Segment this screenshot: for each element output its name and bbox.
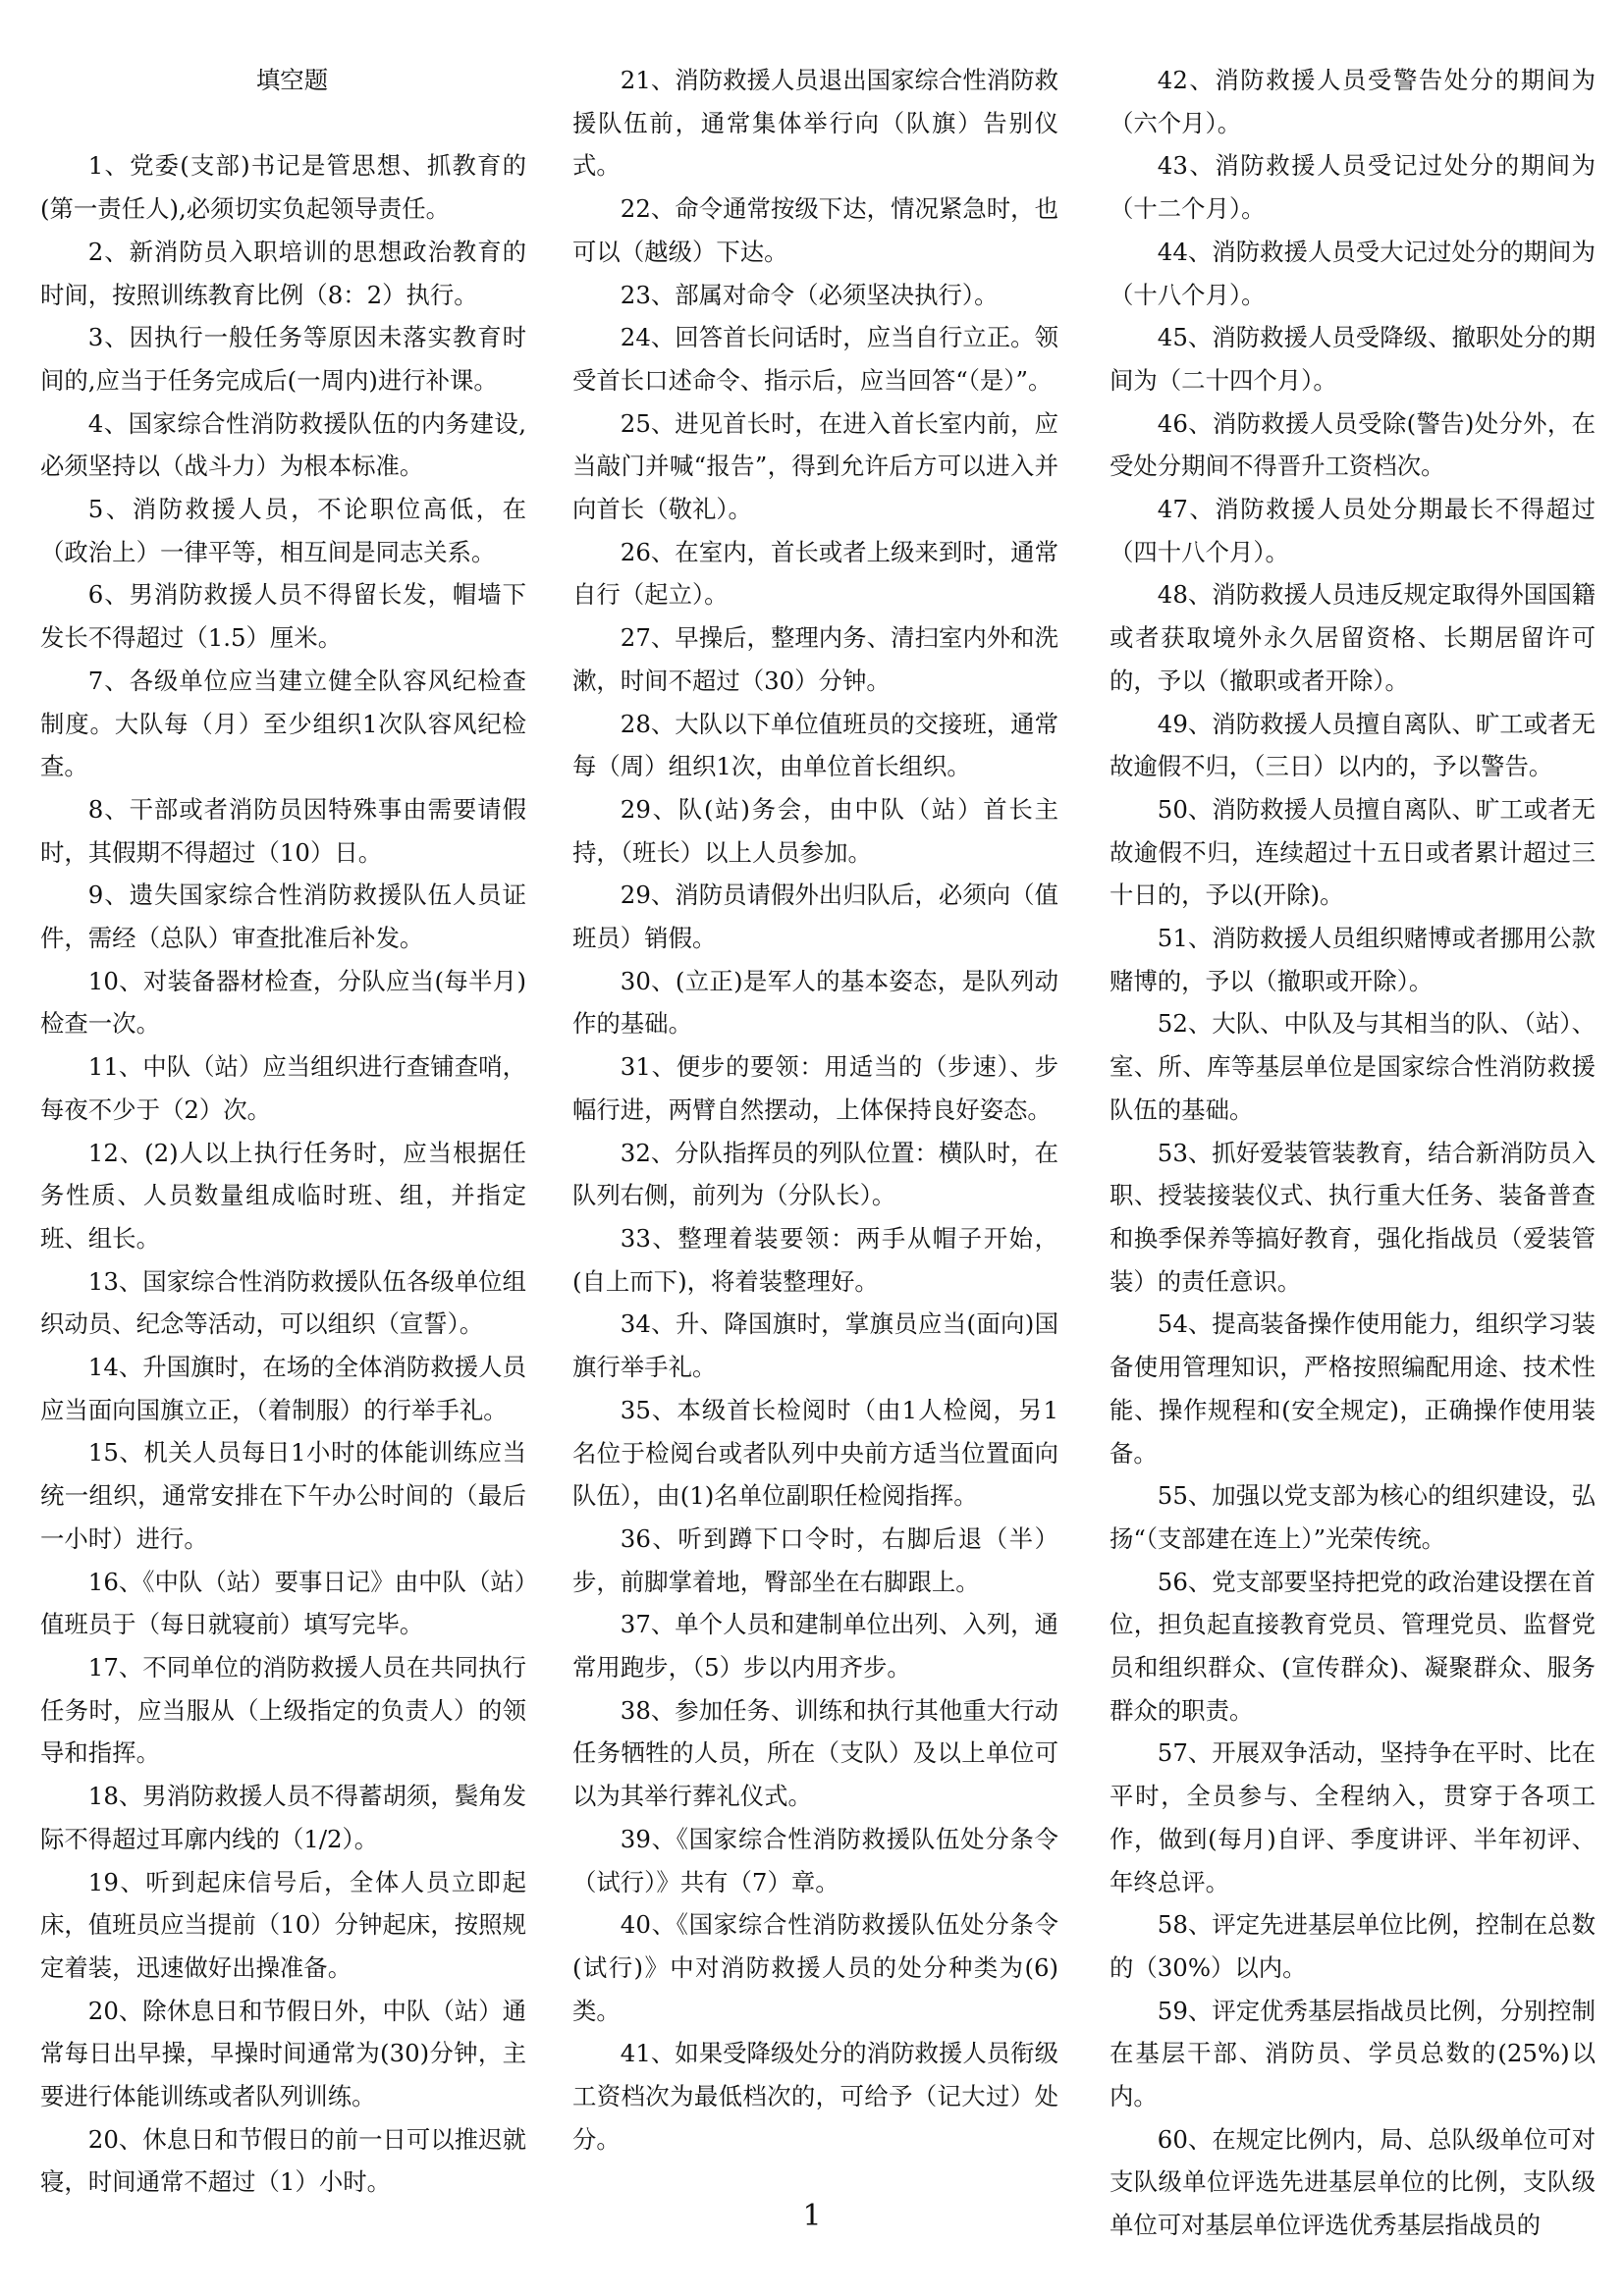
list-item: 39、《国家综合性消防救援队伍处分条令（试行）》共有（7）章。 bbox=[572, 1824, 1058, 1896]
list-item: 52、大队、中队及与其相当的队、（站）、室、所、库等基层单位是国家综合性消防救援队伍的基础。 bbox=[1110, 1009, 1596, 1124]
list-item: 46、消防救援人员受除(警告)处分外，在受处分期间不得晋升工资档次。 bbox=[1110, 408, 1596, 481]
list-item: 40、《国家综合性消防救援队伍处分条令(试行)》中对消防救援人员的处分种类为(6)类。 bbox=[572, 1910, 1058, 2025]
list-item: 14、升国旗时，在场的全体消防救援人员应当面向国旗立正，（着制服）的行举手礼。 bbox=[40, 1353, 526, 1424]
list-item: 38、参加任务、训练和执行其他重大行动任务牺牲的人员，所在（支队）及以上单位可以为其举行葬礼仪式。 bbox=[572, 1695, 1058, 1811]
list-item: 10、对装备器材检查，分队应当(每半月)检查一次。 bbox=[40, 966, 526, 1039]
column-right bbox=[1110, 59, 1596, 2247]
list-item: 53、抓好爱装管装教育，结合新消防员入职、授装接装仪式、执行重大任务、装备普查和换季保养等搞好教育，强化指战员（爱装管装）的责任意识。 bbox=[1110, 1138, 1596, 1296]
list-item: 21、消防救援人员退出国家综合性消防救援队伍前，通常集体举行向（队旗）告别仪式。 bbox=[572, 66, 1058, 181]
list-item: 28、大队以下单位值班员的交接班，通常每（周）组织1次，由单位首长组织。 bbox=[572, 709, 1058, 781]
list-item: 48、消防救援人员违反规定取得外国国籍或者获取境外永久居留资格、长期居留许可的，予以（撤职或者开除）。 bbox=[1110, 580, 1596, 695]
list-item: 15、机关人员每日1小时的体能训练应当统一组织，通常安排在下午办公时间的（最后一小时）进行。 bbox=[40, 1438, 526, 1553]
list-item: 31、便步的要领：用适当的（步速）、步幅行进，两臂自然摆动，上体保持良好姿态。 bbox=[572, 1052, 1058, 1124]
list-item: 55、加强以党支部为核心的组织建设，弘扬“（支部建在连上）”光荣传统。 bbox=[1110, 1481, 1596, 1553]
list-item: 19、听到起床信号后，全体人员立即起床，值班员应当提前（10）分钟起床，按照规定着装，迅速做好出操准备。 bbox=[40, 1867, 526, 1982]
column-left bbox=[40, 59, 526, 2204]
list-item: 50、消防救援人员擅自离队、旷工或者无故逾假不归，连续超过十五日或者累计超过三十日的，予以(开除)。 bbox=[1110, 794, 1596, 910]
list-item: 23、部属对命令（必须坚决执行）。 bbox=[620, 280, 999, 309]
page-title: 填空题 bbox=[255, 66, 329, 94]
list-item: 43、消防救援人员受记过处分的期间为（十二个月）。 bbox=[1110, 151, 1596, 224]
list-item: 20、除休息日和节假日外，中队（站）通常每日出早操，早操时间通常为(30)分钟，主要进行体能训练或者队列训练。 bbox=[40, 1996, 526, 2111]
list-item: 27、早操后，整理内务、清扫室内外和洗漱，时间不超过（30）分钟。 bbox=[572, 623, 1058, 695]
list-item: 44、消防救援人员受大记过处分的期间为（十八个月）。 bbox=[1110, 237, 1596, 309]
list-item: 59、评定优秀基层指战员比例，分别控制在基层干部、消防员、学员总数的(25%)以内。 bbox=[1110, 1996, 1596, 2111]
list-item: 56、党支部要坚持把党的政治建设摆在首位，担负起直接教育党员、管理党员、监督党员和组织群众、(宣传群众)、凝聚群众、服务群众的职责。 bbox=[1110, 1567, 1596, 1725]
list-item: 49、消防救援人员擅自离队、旷工或者无故逾假不归，（三日）以内的，予以警告。 bbox=[1110, 709, 1596, 781]
list-item: 16、《中队（站）要事日记》由中队（站）值班员于（每日就寝前）填写完毕。 bbox=[40, 1567, 526, 1639]
list-item: 20、休息日和节假日的前一日可以推迟就寝，时间通常不超过（1）小时。 bbox=[40, 2124, 526, 2197]
list-item: 13、国家综合性消防救援队伍各级单位组织动员、纪念等活动，可以组织（宣誓）。 bbox=[40, 1266, 526, 1339]
list-item: 29、消防员请假外出归队后，必须向（值班员）销假。 bbox=[572, 881, 1058, 953]
list-item: 51、消防救援人员组织赌博或者挪用公款赌博的，予以（撤职或开除）。 bbox=[1110, 924, 1596, 995]
list-item: 33、整理着装要领：两手从帽子开始，(自上而下)，将着装整理好。 bbox=[572, 1223, 1058, 1296]
list-item: 18、男消防救援人员不得蓄胡须，鬓角发际不得超过耳廓内线的（1/2）。 bbox=[40, 1782, 526, 1853]
list-item: 2、新消防员入职培训的思想政治教育的时间，按照训练教育比例（8：2）执行。 bbox=[40, 237, 526, 309]
list-item: 7、各级单位应当建立健全队容风纪检查制度。大队每（月）至少组织1次队容风纪检查。 bbox=[40, 666, 526, 781]
list-item: 8、干部或者消防员因特殊事由需要请假时，其假期不得超过（10）日。 bbox=[40, 794, 526, 867]
list-item: 58、评定先进基层单位比例，控制在总数的（30%）以内。 bbox=[1110, 1910, 1596, 1982]
list-item: 11、中队（站）应当组织进行查铺查哨，每夜不少于（2）次。 bbox=[40, 1052, 526, 1124]
list-item: 6、男消防救援人员不得留长发，帽墙下发长不得超过（1.5）厘米。 bbox=[40, 580, 526, 653]
list-item: 36、听到蹲下口令时，右脚后退（半）步，前脚掌着地，臀部坐在右脚跟上。 bbox=[572, 1523, 1058, 1596]
list-item: 32、分队指挥员的列队位置：横队时，在队列右侧，前列为（分队长）。 bbox=[572, 1138, 1058, 1210]
list-item: 41、如果受降级处分的消防救援人员衔级工资档次为最低档次的，可给予（记大过）处分。 bbox=[572, 2039, 1058, 2154]
column-middle bbox=[572, 59, 1058, 2161]
list-item: 54、提高装备操作使用能力，组织学习装备使用管理知识，严格按照编配用途、技术性能、操作规程和(安全规定)，正确操作使用装备。 bbox=[1110, 1309, 1596, 1468]
list-item: 22、命令通常按级下达，情况紧急时，也可以（越级）下达。 bbox=[572, 194, 1058, 266]
list-item: 25、进见首长时，在进入首长室内前，应当敲门并喊“报告”，得到允许后方可以进入并向首长（敬礼）。 bbox=[572, 408, 1058, 524]
list-item: 42、消防救援人员受警告处分的期间为（六个月）。 bbox=[1110, 66, 1596, 137]
list-item: 60、在规定比例内，局、总队级单位可对支队级单位评选先进基层单位的比例，支队级单位可对基层单位评选优秀基层指战员的 bbox=[1110, 2124, 1596, 2240]
list-item: 37、单个人员和建制单位出列、入列，通常用跑步，（5）步以内用齐步。 bbox=[572, 1610, 1058, 1682]
list-item: 5、消防救援人员，不论职位高低，在（政治上）一律平等，相互间是同志关系。 bbox=[40, 495, 526, 566]
list-item: 4、国家综合性消防救援队伍的内务建设,必须坚持以（战斗力）为根本标准。 bbox=[40, 408, 526, 481]
list-item: 9、遗失国家综合性消防救援队伍人员证件，需经（总队）审查批准后补发。 bbox=[40, 881, 526, 953]
list-item: 1、党委(支部)书记是管思想、抓教育的(第一责任人),必须切实负起领导责任。 bbox=[40, 151, 526, 224]
page-number: 1 bbox=[802, 2199, 822, 2233]
list-item: 17、不同单位的消防救援人员在共同执行任务时，应当服从（上级指定的负责人）的领导和指挥。 bbox=[40, 1653, 526, 1768]
list-item: 26、在室内，首长或者上级来到时，通常自行（起立）。 bbox=[572, 537, 1058, 610]
list-item: 35、本级首长检阅时（由1人检阅，另1名位于检阅台或者队列中央前方适当位置面向队伍），由(1)名单位副职任检阅指挥。 bbox=[572, 1395, 1058, 1511]
list-item: 34、升、降国旗时，掌旗员应当(面向)国旗行举手礼。 bbox=[572, 1309, 1058, 1382]
list-item: 45、消防救援人员受降级、撤职处分的期间为（二十四个月）。 bbox=[1110, 323, 1596, 395]
list-item: 12、(2)人以上执行任务时，应当根据任务性质、人员数量组成临时班、组，并指定班、组长。 bbox=[40, 1138, 526, 1253]
list-item: 3、因执行一般任务等原因未落实教育时间的,应当于任务完成后(一周内)进行补课。 bbox=[40, 323, 526, 395]
list-item: 47、消防救援人员处分期最长不得超过（四十八个月）。 bbox=[1110, 495, 1596, 566]
list-item: 29、队(站)务会，由中队（站）首长主持，（班长）以上人员参加。 bbox=[572, 794, 1058, 867]
list-item: 57、开展双争活动，坚持争在平时、比在平时，全员参与、全程纳入，贯穿于各项工作，做到(每月)自评、季度讲评、半年初评、年终总评。 bbox=[1110, 1738, 1596, 1896]
list-item: 24、回答首长问话时，应当自行立正。领受首长口述命令、指示后，应当回答“（是）”。 bbox=[572, 323, 1058, 395]
list-item: 30、(立正)是军人的基本姿态，是队列动作的基础。 bbox=[572, 966, 1058, 1039]
